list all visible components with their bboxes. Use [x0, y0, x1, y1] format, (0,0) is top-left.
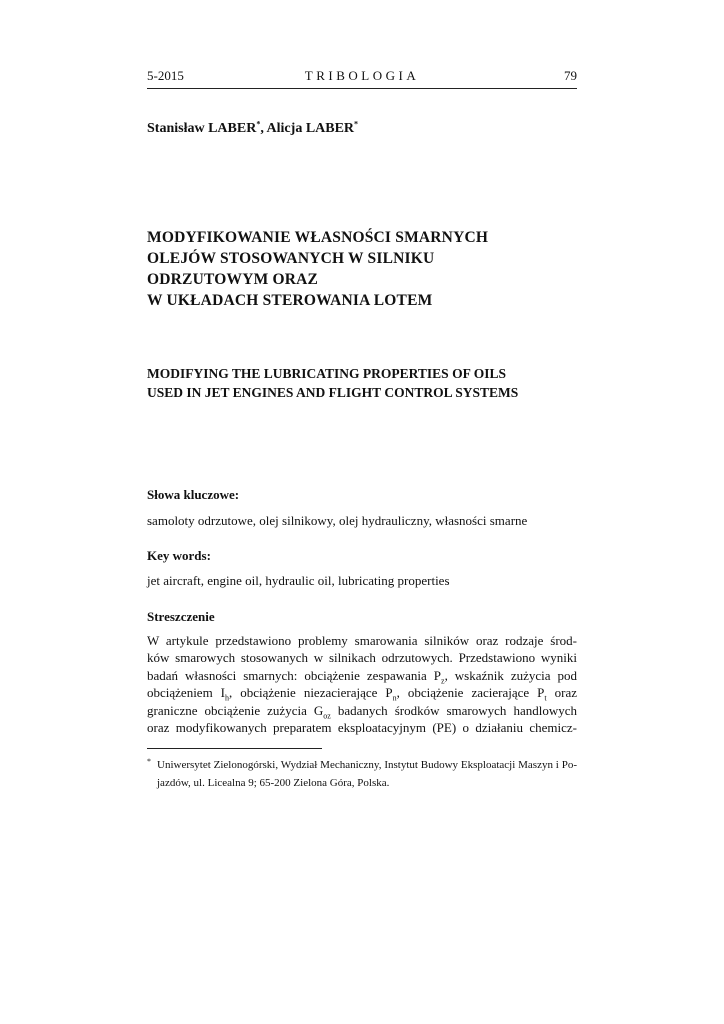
- subscript: t: [544, 693, 547, 703]
- footnote-line: jazdów, ul. Licealna 9; 65-200 Zielona Góra, Polska.: [157, 777, 390, 789]
- title-pl-line: ODRZUTOWYM ORAZ: [147, 271, 319, 288]
- title-pl-line: OLEJÓW STOSOWANYCH W SILNIKU: [147, 250, 435, 267]
- abstract-line: [147, 667, 577, 684]
- header-rule: [147, 88, 577, 89]
- abstract-line: [147, 702, 577, 719]
- abstract-text: badanych środków smarowych handlowych: [330, 702, 577, 718]
- keywords-pl-heading: Słowa kluczowe:: [147, 487, 240, 502]
- subscript: h: [225, 693, 230, 703]
- title-pl-line: W UKŁADACH STEROWANIA LOTEM: [147, 292, 433, 309]
- title-polish: [147, 227, 577, 311]
- author-separator: ,: [260, 121, 267, 136]
- keywords-pl-text: samoloty odrzutowe, olej silnikowy, olej hydrauliczny, własności smarne: [147, 513, 528, 528]
- subscript: n: [392, 693, 397, 703]
- abstract-text: , obciążenie niezacierające P: [229, 685, 393, 701]
- keywords-en-text: jet aircraft, engine oil, hydraulic oil, lubricating properties: [147, 573, 450, 588]
- footnote-mark: *: [147, 757, 151, 766]
- title-en-line: USED IN JET ENGINES AND FLIGHT CONTROL SYSTEMS: [147, 385, 519, 400]
- footnote-rule: [147, 748, 322, 749]
- abstract-line: oraz modyfikowanych preparatem eksploatacyjnym (PE) o działaniu chemicz-: [147, 720, 577, 736]
- abstract-body: [147, 632, 577, 736]
- abstract-line: ków smarowych stosowanych w silnikach odrzutowych. Przedstawiono wyniki: [147, 650, 577, 666]
- title-en-line: MODIFYING THE LUBRICATING PROPERTIES OF OILS: [147, 366, 506, 381]
- affiliation-mark-1: *: [256, 119, 261, 129]
- subscript: oz: [323, 711, 331, 721]
- affiliation-mark-2: *: [354, 119, 359, 129]
- abstract-text: oraz: [546, 685, 577, 701]
- keywords-en-heading: Key words:: [147, 548, 211, 563]
- abstract-text: badań własności smarnych: obciążenie zespawania P: [147, 667, 441, 683]
- footnote-line: Uniwersytet Zielonogórski, Wydział Mechaniczny, Instytut Budowy Eksploatacji Maszyn i Po-: [157, 759, 577, 771]
- authors: [147, 121, 358, 137]
- abstract-line: [147, 684, 577, 701]
- abstract-line: W artykule przedstawiono problemy smarowania silników oraz rodzaje środ-: [147, 633, 577, 648]
- footnote: [147, 756, 577, 792]
- title-english: [147, 364, 579, 402]
- abstract-text: obciążeniem I: [147, 685, 226, 701]
- page-number: 79: [564, 68, 577, 83]
- journal-name: TRIBOLOGIA: [304, 68, 420, 83]
- author-2: Alicja LABER: [266, 121, 355, 136]
- issue-number: 5-2015: [147, 68, 184, 83]
- subscript: z: [441, 676, 445, 686]
- title-pl-line: MODYFIKOWANIE WŁASNOŚCI SMARNYCH: [147, 229, 489, 246]
- abstract-text: graniczne obciążenie zużycia G: [147, 702, 324, 718]
- abstract-text: , wskaźnik zużycia pod: [444, 667, 577, 683]
- abstract-heading: Streszczenie: [147, 609, 215, 624]
- author-1: Stanisław LABER: [147, 121, 257, 136]
- abstract-text: , obciążenie zacierające P: [396, 685, 545, 701]
